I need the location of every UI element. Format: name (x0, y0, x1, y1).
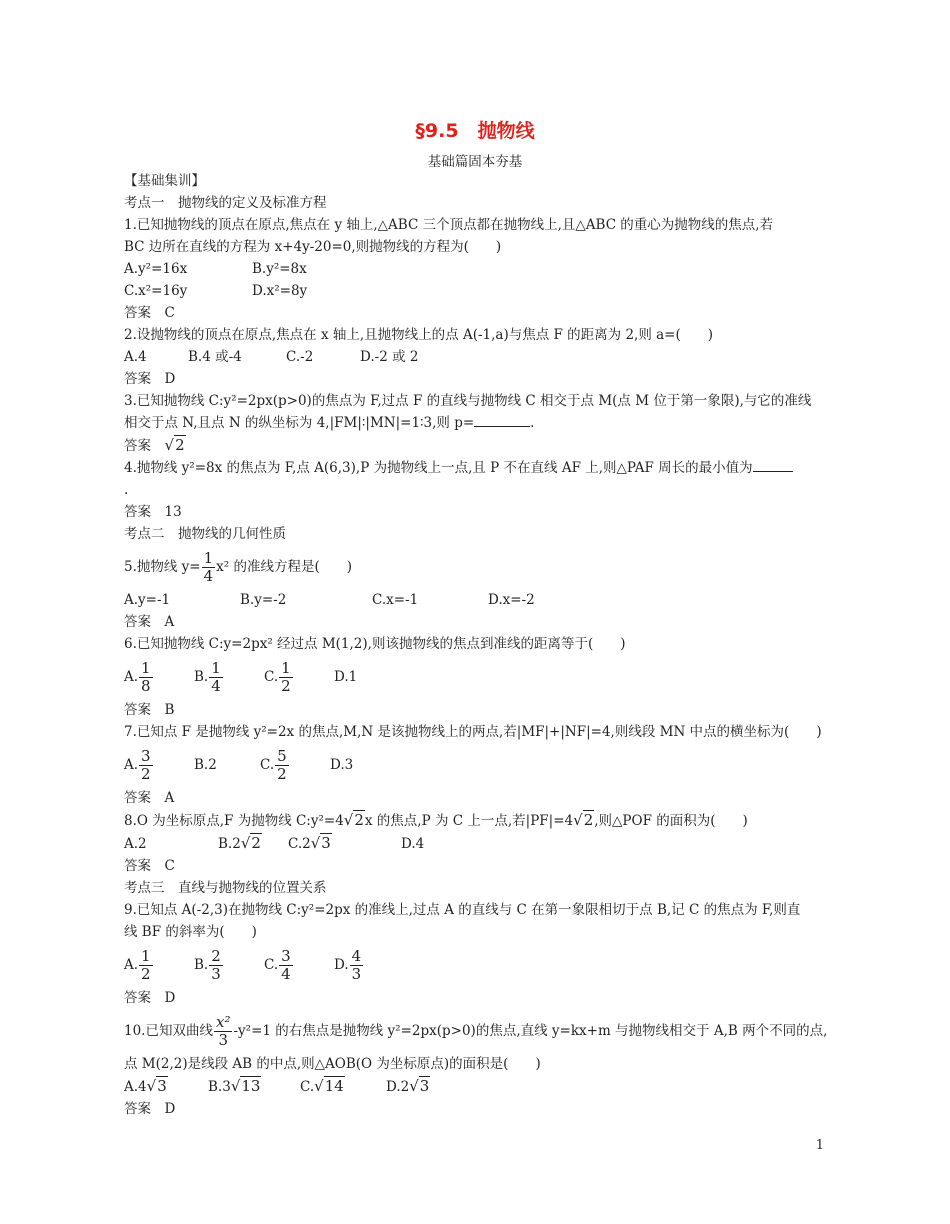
q10-c-rad: 14 (324, 1077, 344, 1095)
q7-option-b: B.2 (194, 757, 217, 773)
q6-c-den: 2 (281, 677, 291, 695)
q5-option-c: C.x=-1 (372, 592, 419, 608)
q7-option-c (260, 743, 330, 787)
q6-text-1: 6.已知抛物线 C:y=2px² 经过点 M(1,2),则该抛物线的焦点到准线的距离等于( ) (124, 636, 626, 652)
q10-a-rad: 3 (157, 1077, 167, 1095)
q7-a-den: 2 (141, 765, 151, 783)
q3-blank (474, 412, 530, 427)
q9-d-den: 3 (351, 965, 362, 983)
q8-answer: 答案 C (124, 858, 175, 874)
q3-text-2-body: 相交于点 N,且点 N 的纵坐标为 4,|FM|∶|MN|=1∶3,则 p= (124, 415, 475, 431)
q10-b-pre: B.3 (208, 1079, 231, 1095)
q7-c-den: 2 (277, 765, 287, 783)
q9-d-label: D. (334, 957, 349, 973)
q2-option-c: C.-2 (286, 349, 314, 365)
q10-text-2: 点 M(2,2)是线段 AB 的中点,则△AOB(O 为坐标原点)的面积是( ) (124, 1056, 541, 1072)
q9-a-num: 1 (141, 947, 151, 965)
q1-text-2: BC 边所在直线的方程为 x+4y-20=0,则抛物线的方程为( ) (124, 239, 502, 255)
q4-answer: 答案 13 (124, 504, 182, 520)
q9-text-2: 线 BF 的斜率为( ) (124, 924, 257, 940)
q8-mid: x 的焦点,P 为 C 上一点,若|PF|=4 (364, 813, 574, 829)
q8-c-pre: C.2 (288, 836, 311, 852)
content (124, 170, 828, 1120)
q10-d-sqrt: √3 (409, 1077, 430, 1095)
q5-option-d: D.x=-2 (488, 592, 535, 608)
q6-a-frac (139, 660, 153, 695)
q6-c-label: C. (264, 669, 279, 685)
q9-c-den: 4 (281, 965, 291, 983)
q8-option-c (288, 832, 401, 855)
q10-option-b (208, 1075, 300, 1098)
q6-option-d: D.1 (334, 669, 358, 685)
q6-c-frac (279, 660, 293, 695)
q10-a-sqrt: √3 (146, 1077, 167, 1095)
page-number: 1 (815, 1138, 824, 1153)
q5-text (124, 545, 824, 589)
q9-b-label: B. (194, 957, 209, 973)
q10-b-sqrt: √13 (230, 1077, 261, 1095)
q7-a-frac (139, 748, 153, 783)
q6-b-label: B. (194, 669, 209, 685)
q1-option-b: B.y²=8x (252, 261, 307, 277)
q2-options (124, 346, 824, 368)
q4-text-2: . (124, 482, 129, 498)
q8-b-rad: 2 (251, 834, 261, 852)
q8-sqrt-1: √2 (343, 811, 364, 829)
q7-option-d: D.3 (330, 757, 354, 773)
q10-den: 3 (218, 1031, 228, 1049)
q9-a-frac (139, 948, 153, 983)
q6-a-den: 8 (141, 677, 151, 695)
q10-text-1 (124, 1009, 828, 1053)
q6-option-b (194, 655, 264, 699)
q9-options (124, 943, 824, 987)
q5-fraction (202, 550, 216, 585)
q5-answer: 答案 A (124, 614, 175, 630)
q8-text-1 (124, 809, 824, 832)
q2-answer: 答案 D (124, 371, 176, 387)
q7-a-num: 3 (141, 747, 151, 765)
q9-answer: 答案 D (124, 990, 176, 1006)
q10-option-c (300, 1075, 386, 1098)
q10-b-rad: 13 (241, 1077, 261, 1095)
q3-answer-radicand: 2 (175, 436, 185, 454)
q10-post: -y²=1 的右焦点是抛物线 y²=2px(p>0)的焦点,直线 y=kx+m 与抛物线相交于 A,B 两个不同的点, (233, 1023, 828, 1039)
q2-option-d: D.-2 或 2 (360, 349, 419, 365)
q10-num: x² (215, 1013, 231, 1031)
q9-c-label: C. (264, 957, 279, 973)
q7-c-num: 5 (277, 747, 287, 765)
q6-option-c (264, 655, 334, 699)
q8-b-pre: B.2 (218, 836, 241, 852)
q6-b-den: 4 (211, 677, 221, 695)
q8-b-sqrt: √2 (240, 834, 261, 852)
q5-post: x² 的准线方程是( ) (216, 559, 353, 575)
q5-pre: 5.抛物线 y= (124, 559, 201, 575)
q10-option-a (124, 1075, 208, 1098)
q1-option-a: A.y²=16x (124, 261, 188, 277)
q8-sqrt-2: √2 (573, 811, 594, 829)
q7-c-frac (275, 748, 289, 783)
q1-text-1: 1.已知抛物线的顶点在原点,焦点在 y 轴上,△ABC 三个顶点都在抛物线上,且△ABC 的重心为抛物线的焦点,若 (124, 217, 774, 233)
q7-c-label: C. (260, 757, 275, 773)
q9-d-num: 4 (351, 947, 362, 965)
q3-answer-sqrt: √2 (164, 436, 185, 454)
q8-c-sqrt: √3 (310, 834, 331, 852)
kp2-heading: 考点二 抛物线的几何性质 (124, 526, 286, 542)
q8-c-rad: 3 (321, 834, 331, 852)
q1-option-c: C.x²=16y (124, 283, 188, 299)
q8-rad2: 2 (583, 811, 594, 829)
q4-blank (753, 457, 793, 472)
q10-pre: 10.已知双曲线 (124, 1023, 213, 1039)
q8-pre: 8.O 为坐标原点,F 为抛物线 C:y²=4 (124, 813, 344, 829)
q6-answer: 答案 B (124, 702, 175, 718)
q10-d-pre: D.2 (386, 1079, 410, 1095)
q6-a-label: A. (124, 669, 139, 685)
q2-option-b: B.4 或-4 (188, 349, 242, 365)
q6-b-frac (209, 660, 223, 695)
q5-options (124, 589, 824, 611)
q7-option-a (124, 743, 194, 787)
q10-option-d (386, 1075, 430, 1098)
q9-option-b (194, 943, 264, 987)
q10-c-sqrt: √14 (314, 1077, 344, 1095)
q10-d-rad: 3 (419, 1077, 430, 1095)
q3-tail: . (530, 415, 535, 431)
q7-a-label: A. (124, 757, 139, 773)
q6-options (124, 655, 824, 699)
q4-text-1 (124, 457, 824, 479)
q6-c-num: 1 (281, 659, 291, 677)
q9-option-c (264, 943, 334, 987)
kp1-heading: 考点一 抛物线的定义及标准方程 (124, 195, 327, 211)
q8-option-b (218, 832, 288, 855)
q3-answer-label: 答案 (124, 438, 151, 454)
q8-options (124, 832, 824, 855)
q3-text-1: 3.已知抛物线 C:y²=2px(p>0)的焦点为 F,过点 F 的直线与抛物线 C 相交于点 M(点 M 位于第一象限),与它的准线 (124, 393, 812, 409)
q7-answer: 答案 A (124, 790, 175, 806)
q4-text-1-body: 4.抛物线 y²=8x 的焦点为 F,点 A(6,3),P 为抛物线上一点,且 P 不在直线 AF 上,则△PAF 周长的最小值为 (124, 460, 753, 476)
q1-options-row2 (124, 280, 824, 302)
q9-a-den: 2 (141, 965, 151, 983)
q8-option-a: A.2 (124, 836, 147, 852)
q3-answer (124, 434, 824, 457)
q9-d-frac (350, 948, 364, 983)
q9-option-d (334, 943, 364, 987)
q3-text-2 (124, 412, 824, 434)
q10-options (124, 1075, 824, 1098)
q9-b-num: 2 (211, 947, 221, 965)
q9-c-frac (279, 948, 293, 983)
q5-den: 4 (203, 567, 214, 585)
q10-answer: 答案 D (124, 1101, 176, 1117)
q6-option-a (124, 655, 194, 699)
q8-rad1: 2 (354, 811, 364, 829)
q9-text-1: 9.已知点 A(-2,3)在抛物线 C:y²=2px 的准线上,过点 A 的直线与 C 在第一象限相切于点 B,记 C 的焦点为 F,则直 (124, 902, 801, 918)
q10-fraction (214, 1014, 232, 1049)
q2-text-1: 2.设抛物线的顶点在原点,焦点在 x 轴上,且抛物线上的点 A(-1,a)与焦点 F 的距离为 2,则 a=( ) (124, 327, 714, 343)
q9-b-den: 3 (211, 965, 221, 983)
q9-a-label: A. (124, 957, 139, 973)
q9-option-a (124, 943, 194, 987)
q9-b-frac (209, 948, 223, 983)
q8-option-d: D.4 (401, 836, 425, 852)
q6-b-num: 1 (211, 659, 221, 677)
q10-a-pre: A.4 (124, 1079, 147, 1095)
page-subtitle: 基础篇固本夯基 (427, 154, 523, 170)
q2-option-a: A.4 (124, 349, 147, 365)
q1-answer: 答案 C (124, 305, 175, 321)
q5-option-b: B.y=-2 (240, 592, 287, 608)
q5-option-a: A.y=-1 (124, 592, 171, 608)
q5-num: 1 (203, 549, 214, 567)
kp3-heading: 考点三 直线与抛物线的位置关系 (124, 880, 327, 896)
q6-a-num: 1 (141, 659, 151, 677)
section-heading: 【基础集训】 (124, 173, 205, 189)
q1-options-row1 (124, 258, 824, 280)
q9-c-num: 3 (281, 947, 291, 965)
q7-text-1: 7.已知点 F 是抛物线 y²=2x 的焦点,M,N 是该抛物线上的两点,若|MF|+|NF|=4,则线段 MN 中点的横坐标为( ) (124, 724, 822, 740)
page-title: §9.5 抛物线 (415, 120, 535, 142)
q8-post: ,则△POF 的面积为( ) (594, 813, 748, 829)
q1-option-d: D.x²=8y (252, 283, 308, 299)
q10-c-pre: C. (300, 1079, 315, 1095)
q7-options (124, 743, 824, 787)
